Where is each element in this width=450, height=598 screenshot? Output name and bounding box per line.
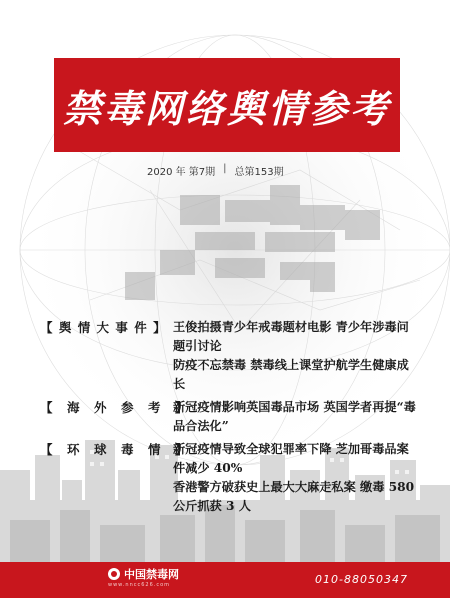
logo-text: 中国禁毒网 [124,568,179,581]
issue-year: 2020 年 第7期 [147,167,216,178]
title-banner [54,58,400,152]
website-url: www.nncc626.com [108,582,171,588]
section-global [40,440,420,516]
article-link[interactable]: 新冠疫情影响英国毒品市场 英国学者再提“毒品合法化” [173,400,416,433]
article-link[interactable]: 新冠疫情导致全球犯罪率下降 芝加哥毒品案件减少 40% [173,442,409,475]
section-overseas [40,398,420,436]
section-tag: 【 海 外 参 考 】 [40,400,189,415]
article-link[interactable]: 防疫不忘禁毒 禁毒线上课堂护航学生健康成长 [173,358,409,391]
issue-total: 总第153期 [234,167,284,178]
issue-info [147,163,284,178]
phone-number: 010-88050347 [315,573,408,586]
publication-title: 禁毒网络舆情参考 [62,85,391,131]
issue-separator: | [223,163,227,174]
article-link[interactable]: 香港警方破获史上最大大麻走私案 缴毒 580 公斤抓获 3 人 [173,480,415,513]
article-link[interactable]: 王俊拍摄青少年戒毒题材电影 青少年涉毒问题引讨论 [173,320,409,353]
section-tag: 【 舆 情 大 事 件 】 [40,320,167,335]
logo-icon [108,568,120,580]
section-tag: 【 环 球 毒 情 】 [40,442,189,457]
footer-logo [108,566,179,582]
section-events [40,318,420,394]
table-of-contents [40,318,420,520]
